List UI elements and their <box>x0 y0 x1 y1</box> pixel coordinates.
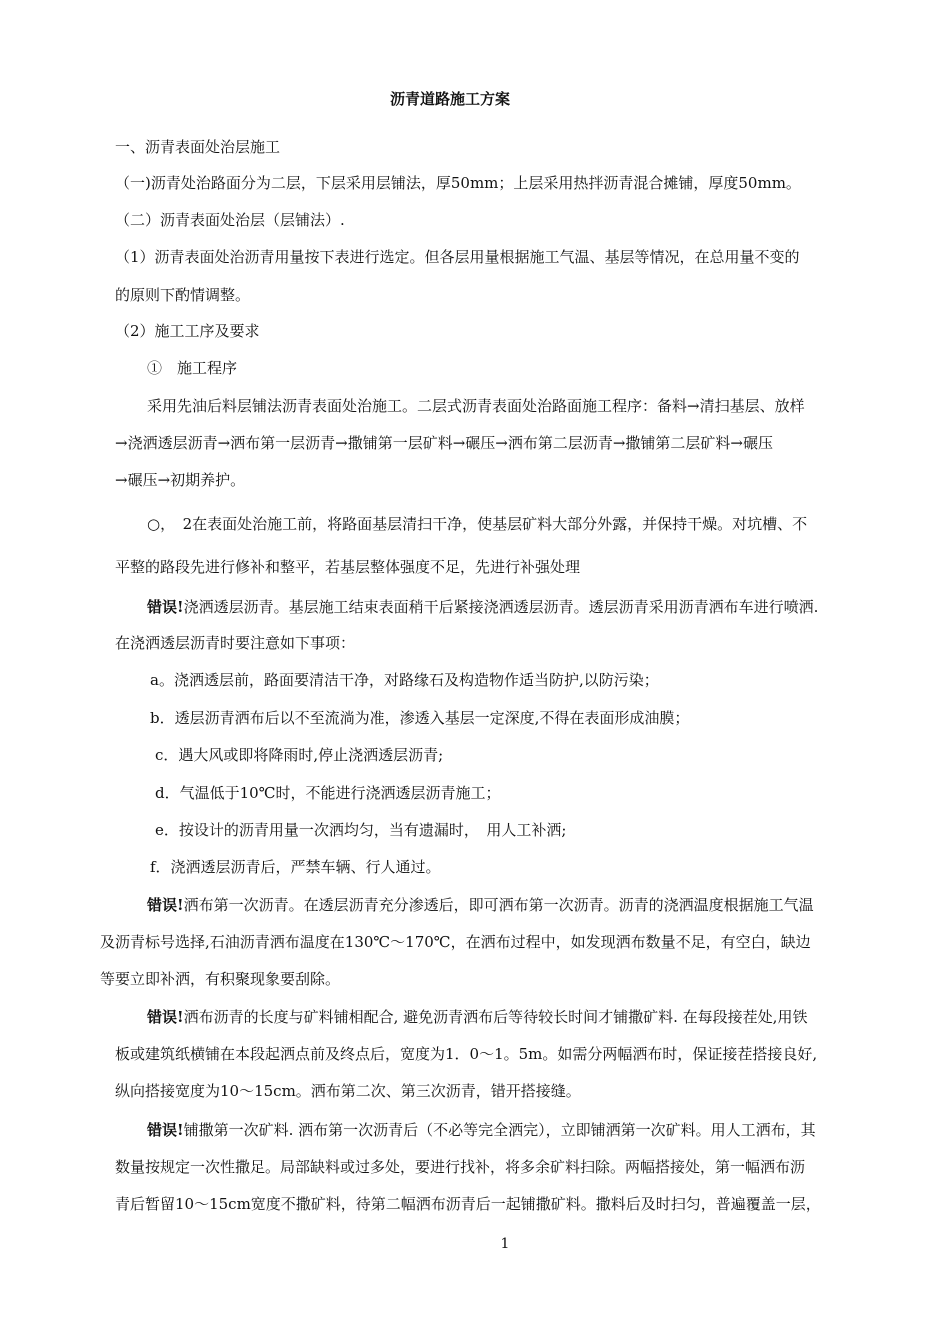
error-label: 错误! <box>147 1121 184 1139</box>
body-line: （一)沥青处治路面分为二层，下层采用层铺法，厚50mm；上层采用热拌沥青混合摊铺，厚度50mm。 <box>115 174 801 192</box>
body-line: 及沥青标号选择,石油沥青洒布温度在130℃～170℃，在洒布过程中，如发现洒布数量不足，有空白，缺边 <box>100 933 811 951</box>
body-line: 青后暂留10～15cm宽度不撒矿料，待第二幅洒布沥青后一起铺撒矿料。撒料后及时扫匀，普遍覆盖一层， <box>115 1195 821 1213</box>
list-item: b．透层沥青洒布后以不至流淌为准，渗透入基层一定深度,不得在表面形成油膜； <box>150 709 690 727</box>
error-paragraph-line: 错误!浇洒透层沥青。基层施工结束表面稍干后紧接浇洒透层沥青。透层沥青采用沥青洒布车进行喷洒. <box>147 598 819 616</box>
error-label: 错误! <box>147 598 184 616</box>
list-item: c．遇大风或即将降雨时,停止浇洒透层沥青; <box>155 746 444 764</box>
body-line: （2）施工工序及要求 <box>115 322 260 340</box>
body-line: 等要立即补洒，有积聚现象要刮除。 <box>100 970 341 988</box>
error-label: 错误! <box>147 1008 184 1026</box>
body-line: 采用先油后料层铺法沥青表面处治施工。二层式沥青表面处治路面施工程序：备料→清扫基层、放样 <box>147 397 805 415</box>
section-heading: 一、沥青表面处治层施工 <box>115 138 281 156</box>
body-line: 的原则下酌情调整。 <box>115 286 251 304</box>
list-item: d．气温低于10℃时，不能进行浇洒透层沥青施工； <box>155 784 501 802</box>
body-line: ① 施工程序 <box>147 359 238 377</box>
body-line: 平整的路段先进行修补和整平，若基层整体强度不足，先进行补强处理 <box>115 558 581 576</box>
body-line: →浇洒透层沥青→洒布第一层沥青→撒铺第一层矿料→碾压→洒布第二层沥青→撒铺第二层矿料→碾压 <box>115 434 773 452</box>
body-line: 板或建筑纸横铺在本段起洒点前及终点后，宽度为1．0～1。5m。如需分两幅洒布时，保证接茬搭接良好, <box>115 1045 818 1063</box>
list-item: f．浇洒透层沥青后，严禁车辆、行人通过。 <box>150 858 441 876</box>
list-item: a。浇洒透层前，路面要清洁干净，对路缘石及构造物作适当防护,以防污染； <box>150 671 659 689</box>
body-line: ○， 2在表面处治施工前，将路面基层清扫干净，使基层矿料大部分外露，并保持干燥。对坑槽、不 <box>147 515 808 533</box>
body-line: 数量按规定一次性撒足。局部缺料或过多处，要进行找补，将多余矿料扫除。两幅搭接处，第一幅洒布沥 <box>115 1158 806 1176</box>
body-line: 纵向搭接宽度为10～15cm。洒布第二次、第三次沥青，错开搭接缝。 <box>115 1082 581 1100</box>
body-line: →碾压→初期养护。 <box>115 471 246 489</box>
document-title: 沥青道路施工方案 <box>389 90 510 108</box>
error-paragraph-line: 错误!洒布第一次沥青。在透层沥青充分渗透后，即可洒布第一次沥青。沥青的浇洒温度根据施工气温 <box>147 896 814 914</box>
page-number: 1 <box>500 1236 510 1252</box>
error-paragraph-line: 错误!洒布沥青的长度与矿料铺相配合, 避免沥青洒布后等待较长时间才铺撒矿料. 在每段接茬处,用铁 <box>147 1008 808 1026</box>
list-item: e．按设计的沥青用量一次洒均匀，当有遗漏时， 用人工补洒; <box>155 821 567 839</box>
body-line: 在浇洒透层沥青时要注意如下事项： <box>115 634 356 652</box>
body-line: （1）沥青表面处治沥青用量按下表进行选定。但各层用量根据施工气温、基层等情况，在总用量不变的 <box>115 248 800 266</box>
error-label: 错误! <box>147 896 184 914</box>
error-paragraph-line: 错误!铺撒第一次矿料. 洒布第一次沥青后（不必等完全洒完），立即铺洒第一次矿料。用人工洒布，其 <box>147 1121 816 1139</box>
body-line: （二）沥青表面处治层（层铺法）. <box>115 211 345 229</box>
